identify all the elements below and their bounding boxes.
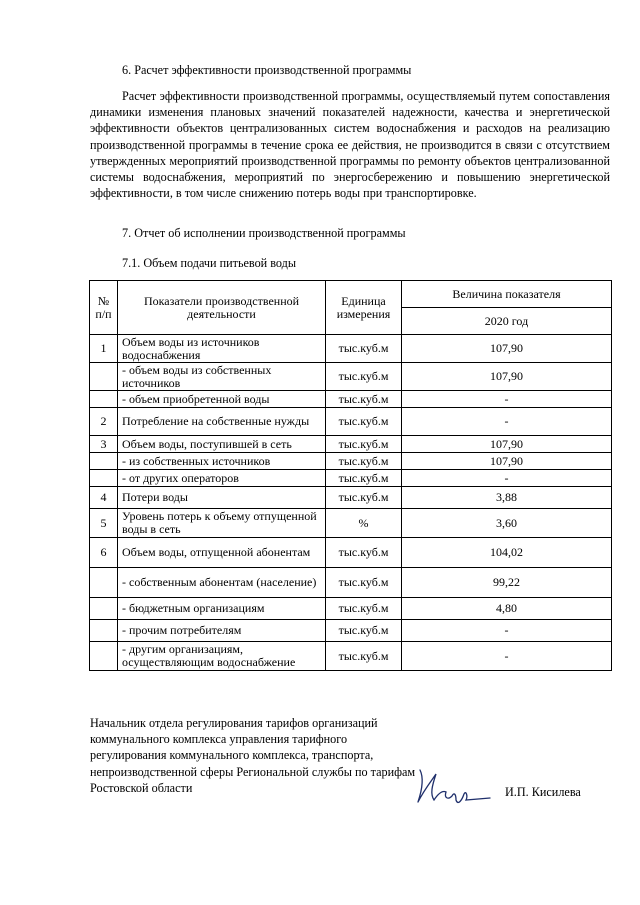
row-unit: тыс.куб.м xyxy=(326,453,402,470)
table-row xyxy=(90,538,612,568)
row-value: 3,60 xyxy=(402,509,612,538)
row-value: 107,90 xyxy=(402,335,612,363)
row-value: - xyxy=(402,391,612,408)
header-value-group: Величина показателя xyxy=(402,281,612,308)
row-num: 3 xyxy=(90,436,118,453)
row-unit: тыс.куб.м xyxy=(326,538,402,568)
row-value: 3,88 xyxy=(402,487,612,509)
row-unit: тыс.куб.м xyxy=(326,436,402,453)
row-value: 4,80 xyxy=(402,598,612,620)
table-row xyxy=(90,391,612,408)
table-row xyxy=(90,509,612,538)
row-indicator: Уровень потерь к объему отпущенной воды в сеть xyxy=(118,509,326,538)
row-value: - xyxy=(402,642,612,671)
row-indicator: - из собственных источников xyxy=(118,453,326,470)
row-indicator: - объем воды из собственных источников xyxy=(118,363,326,391)
header-unit: Единица измерения xyxy=(326,281,402,335)
row-num xyxy=(90,568,118,598)
row-indicator: Объем воды, отпущенной абонентам xyxy=(118,538,326,568)
row-unit: тыс.куб.м xyxy=(326,335,402,363)
row-unit: тыс.куб.м xyxy=(326,642,402,671)
row-unit: тыс.куб.м xyxy=(326,391,402,408)
header-year: 2020 год xyxy=(402,308,612,335)
table-row xyxy=(90,363,612,391)
table-row xyxy=(90,436,612,453)
table-row xyxy=(90,620,612,642)
row-value: 107,90 xyxy=(402,453,612,470)
signer-position: Начальник отдела регулирования тарифов организаций коммунального комплекса управления тарифного регулирования коммунального комплекса, транспорта, непроизводственной сферы Региональной службы по тарифам Ростовской области xyxy=(90,716,416,795)
row-indicator: - объем приобретенной воды xyxy=(118,391,326,408)
section6-paragraph xyxy=(90,88,610,201)
row-num xyxy=(90,620,118,642)
row-num: 6 xyxy=(90,538,118,568)
table-row xyxy=(90,568,612,598)
row-num: 2 xyxy=(90,408,118,436)
row-unit: тыс.куб.м xyxy=(326,568,402,598)
table-row xyxy=(90,642,612,671)
row-unit: тыс.куб.м xyxy=(326,363,402,391)
row-value: 99,22 xyxy=(402,568,612,598)
row-num xyxy=(90,598,118,620)
row-unit: тыс.куб.м xyxy=(326,470,402,487)
section7-title: 7. Отчет об исполнении производственной программы xyxy=(122,226,406,240)
row-unit: тыс.куб.м xyxy=(326,408,402,436)
row-value: 107,90 xyxy=(402,363,612,391)
row-num xyxy=(90,391,118,408)
row-num xyxy=(90,470,118,487)
row-indicator: - бюджетным организациям xyxy=(118,598,326,620)
section6-title: 6. Расчет эффективности производственной программы xyxy=(122,63,412,77)
row-unit: тыс.куб.м xyxy=(326,598,402,620)
water-supply-table xyxy=(89,280,612,671)
row-value: 104,02 xyxy=(402,538,612,568)
row-indicator: - собственным абонентам (население) xyxy=(118,568,326,598)
row-value: - xyxy=(402,620,612,642)
table-row xyxy=(90,470,612,487)
row-num xyxy=(90,363,118,391)
row-value: - xyxy=(402,470,612,487)
row-num: 4 xyxy=(90,487,118,509)
row-num xyxy=(90,642,118,671)
signer-name: И.П. Кисилева xyxy=(505,785,581,799)
row-indicator: Объем воды из источников водоснабжения xyxy=(118,335,326,363)
row-num xyxy=(90,453,118,470)
row-value: 107,90 xyxy=(402,436,612,453)
table-row xyxy=(90,335,612,363)
row-indicator: Потребление на собственные нужды xyxy=(118,408,326,436)
header-num: № п/п xyxy=(90,281,118,335)
row-indicator: Потери воды xyxy=(118,487,326,509)
row-num: 1 xyxy=(90,335,118,363)
header-indicator: Показатели производственной деятельности xyxy=(118,281,326,335)
row-unit: % xyxy=(326,509,402,538)
row-indicator: - от других операторов xyxy=(118,470,326,487)
row-indicator: - другим организациям, осуществляющим водоснабжение xyxy=(118,642,326,671)
table-row xyxy=(90,598,612,620)
table-row xyxy=(90,408,612,436)
row-unit: тыс.куб.м xyxy=(326,620,402,642)
signature-stroke xyxy=(418,770,490,802)
section7-subtitle: 7.1. Объем подачи питьевой воды xyxy=(122,256,297,270)
row-value: - xyxy=(402,408,612,436)
row-unit: тыс.куб.м xyxy=(326,487,402,509)
row-indicator: Объем воды, поступившей в сеть xyxy=(118,436,326,453)
table-row xyxy=(90,487,612,509)
row-indicator: - прочим потребителям xyxy=(118,620,326,642)
section6-paragraph-text: Расчет эффективности производственной программы, осуществляемый путем сопоставления динамики изменения плановых значений показателей надежности, качества и энергетической эффективности объектов централизованных систем водоснабжения и расходов на реализацию производственной программы в течение срока ее действия, не производится в связи с отсутствием утвержденных мероприятий производственной программы по ремонту объектов централизованной системы водоснабжения, мероприятий по энергосбережению и повышению энергетической эффективности, в том числе снижению потерь воды при транспортировке. xyxy=(90,89,610,201)
signature-icon xyxy=(410,760,495,810)
table-row xyxy=(90,453,612,470)
row-num: 5 xyxy=(90,509,118,538)
